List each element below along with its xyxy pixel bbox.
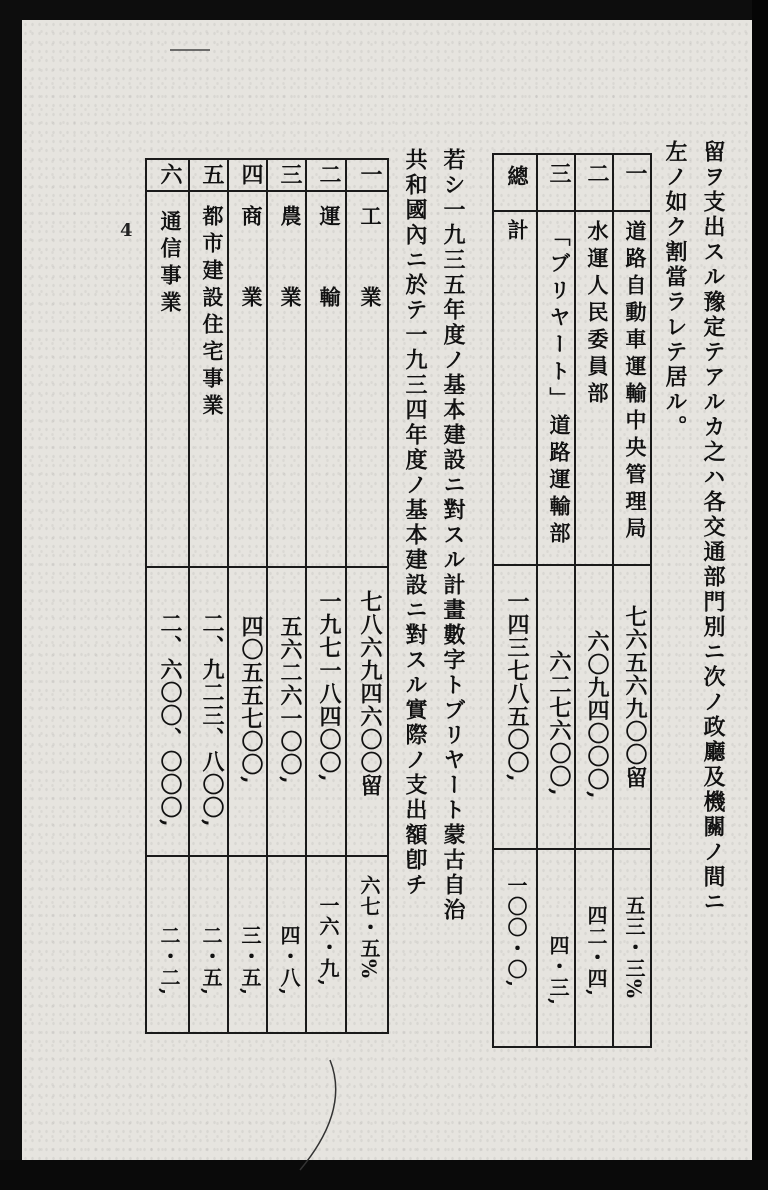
row-value: 七六五六九〇〇留 — [622, 605, 648, 789]
row-name: 道路自動車運輸中央管理局 — [623, 220, 648, 544]
intro-line-2: 左ノ如ク割當ラレテ居ル。 — [662, 140, 688, 440]
intro-line-1: 留ヲ支出スル豫定テアルカ之ハ各交通部門別ニ次ノ政廳及機關ノ間ニ — [700, 140, 726, 915]
total-label: 總 計 — [505, 165, 530, 246]
row-number: 五 — [199, 163, 225, 185]
row-percent: 四・八, — [277, 925, 301, 996]
row-value: 二、六〇〇、〇〇〇, — [157, 612, 183, 828]
row-name: 都市建設住宅事業 — [200, 205, 225, 421]
row-percent: 六七・五% — [357, 875, 381, 980]
row-value: 一九七一八四〇〇, — [316, 590, 342, 783]
row-number: 二 — [584, 162, 610, 184]
page-mark: 4 — [120, 220, 133, 241]
row-number: 二 — [316, 163, 342, 185]
row-percent: 四・三, — [546, 935, 570, 1006]
row-name: 農 業 — [278, 205, 303, 313]
row-name: 水運人民委員部 — [585, 220, 610, 409]
row-number: 六 — [157, 163, 183, 185]
row-value: 七八六九四六〇〇留 — [357, 590, 383, 797]
row-number: 四 — [238, 163, 264, 185]
row-number: 一 — [357, 163, 383, 185]
row-name: 商 業 — [239, 205, 264, 313]
row-number: 三 — [546, 162, 572, 184]
row-value: 四〇五五七〇〇, — [238, 615, 264, 785]
scan-bottom-border — [0, 1160, 768, 1190]
row-name: 通信事業 — [158, 210, 183, 318]
row-percent: 一六・九, — [316, 895, 340, 987]
body-line-1: 若シ一九三五年度ノ基本建設ニ對スル計畫數字トブリヤート蒙古自治 — [440, 148, 466, 923]
row-percent: 三・五, — [238, 925, 262, 996]
row-percent: 四二・四, — [584, 905, 608, 997]
row-value: 五六二六一〇〇, — [277, 615, 303, 785]
row-percent: 二・二, — [157, 925, 181, 996]
row-percent: 二・五, — [199, 925, 223, 996]
total-value: 一四三七八五〇〇, — [504, 590, 530, 783]
row-value: 二、九二三、八〇〇, — [199, 612, 225, 828]
row-number: 三 — [277, 163, 303, 185]
row-percent: 五三・三% — [622, 895, 646, 1000]
row-value: 六〇九四〇〇〇, — [584, 630, 610, 800]
scan-edge — [752, 0, 768, 1190]
total-percent: 一〇〇・〇, — [504, 875, 528, 988]
row-name: 運 輸 — [317, 205, 342, 313]
row-name: 工 業 — [358, 205, 383, 313]
row-value: 六二七六〇〇, — [546, 650, 572, 797]
row-name: 「ブリヤート」道路運輸部 — [547, 225, 572, 549]
row-number: 一 — [622, 162, 648, 184]
body-line-2: 共和國內ニ於テ一九三四年度ノ基本建設ニ對スル實際ノ支出額卽チ — [402, 148, 428, 898]
